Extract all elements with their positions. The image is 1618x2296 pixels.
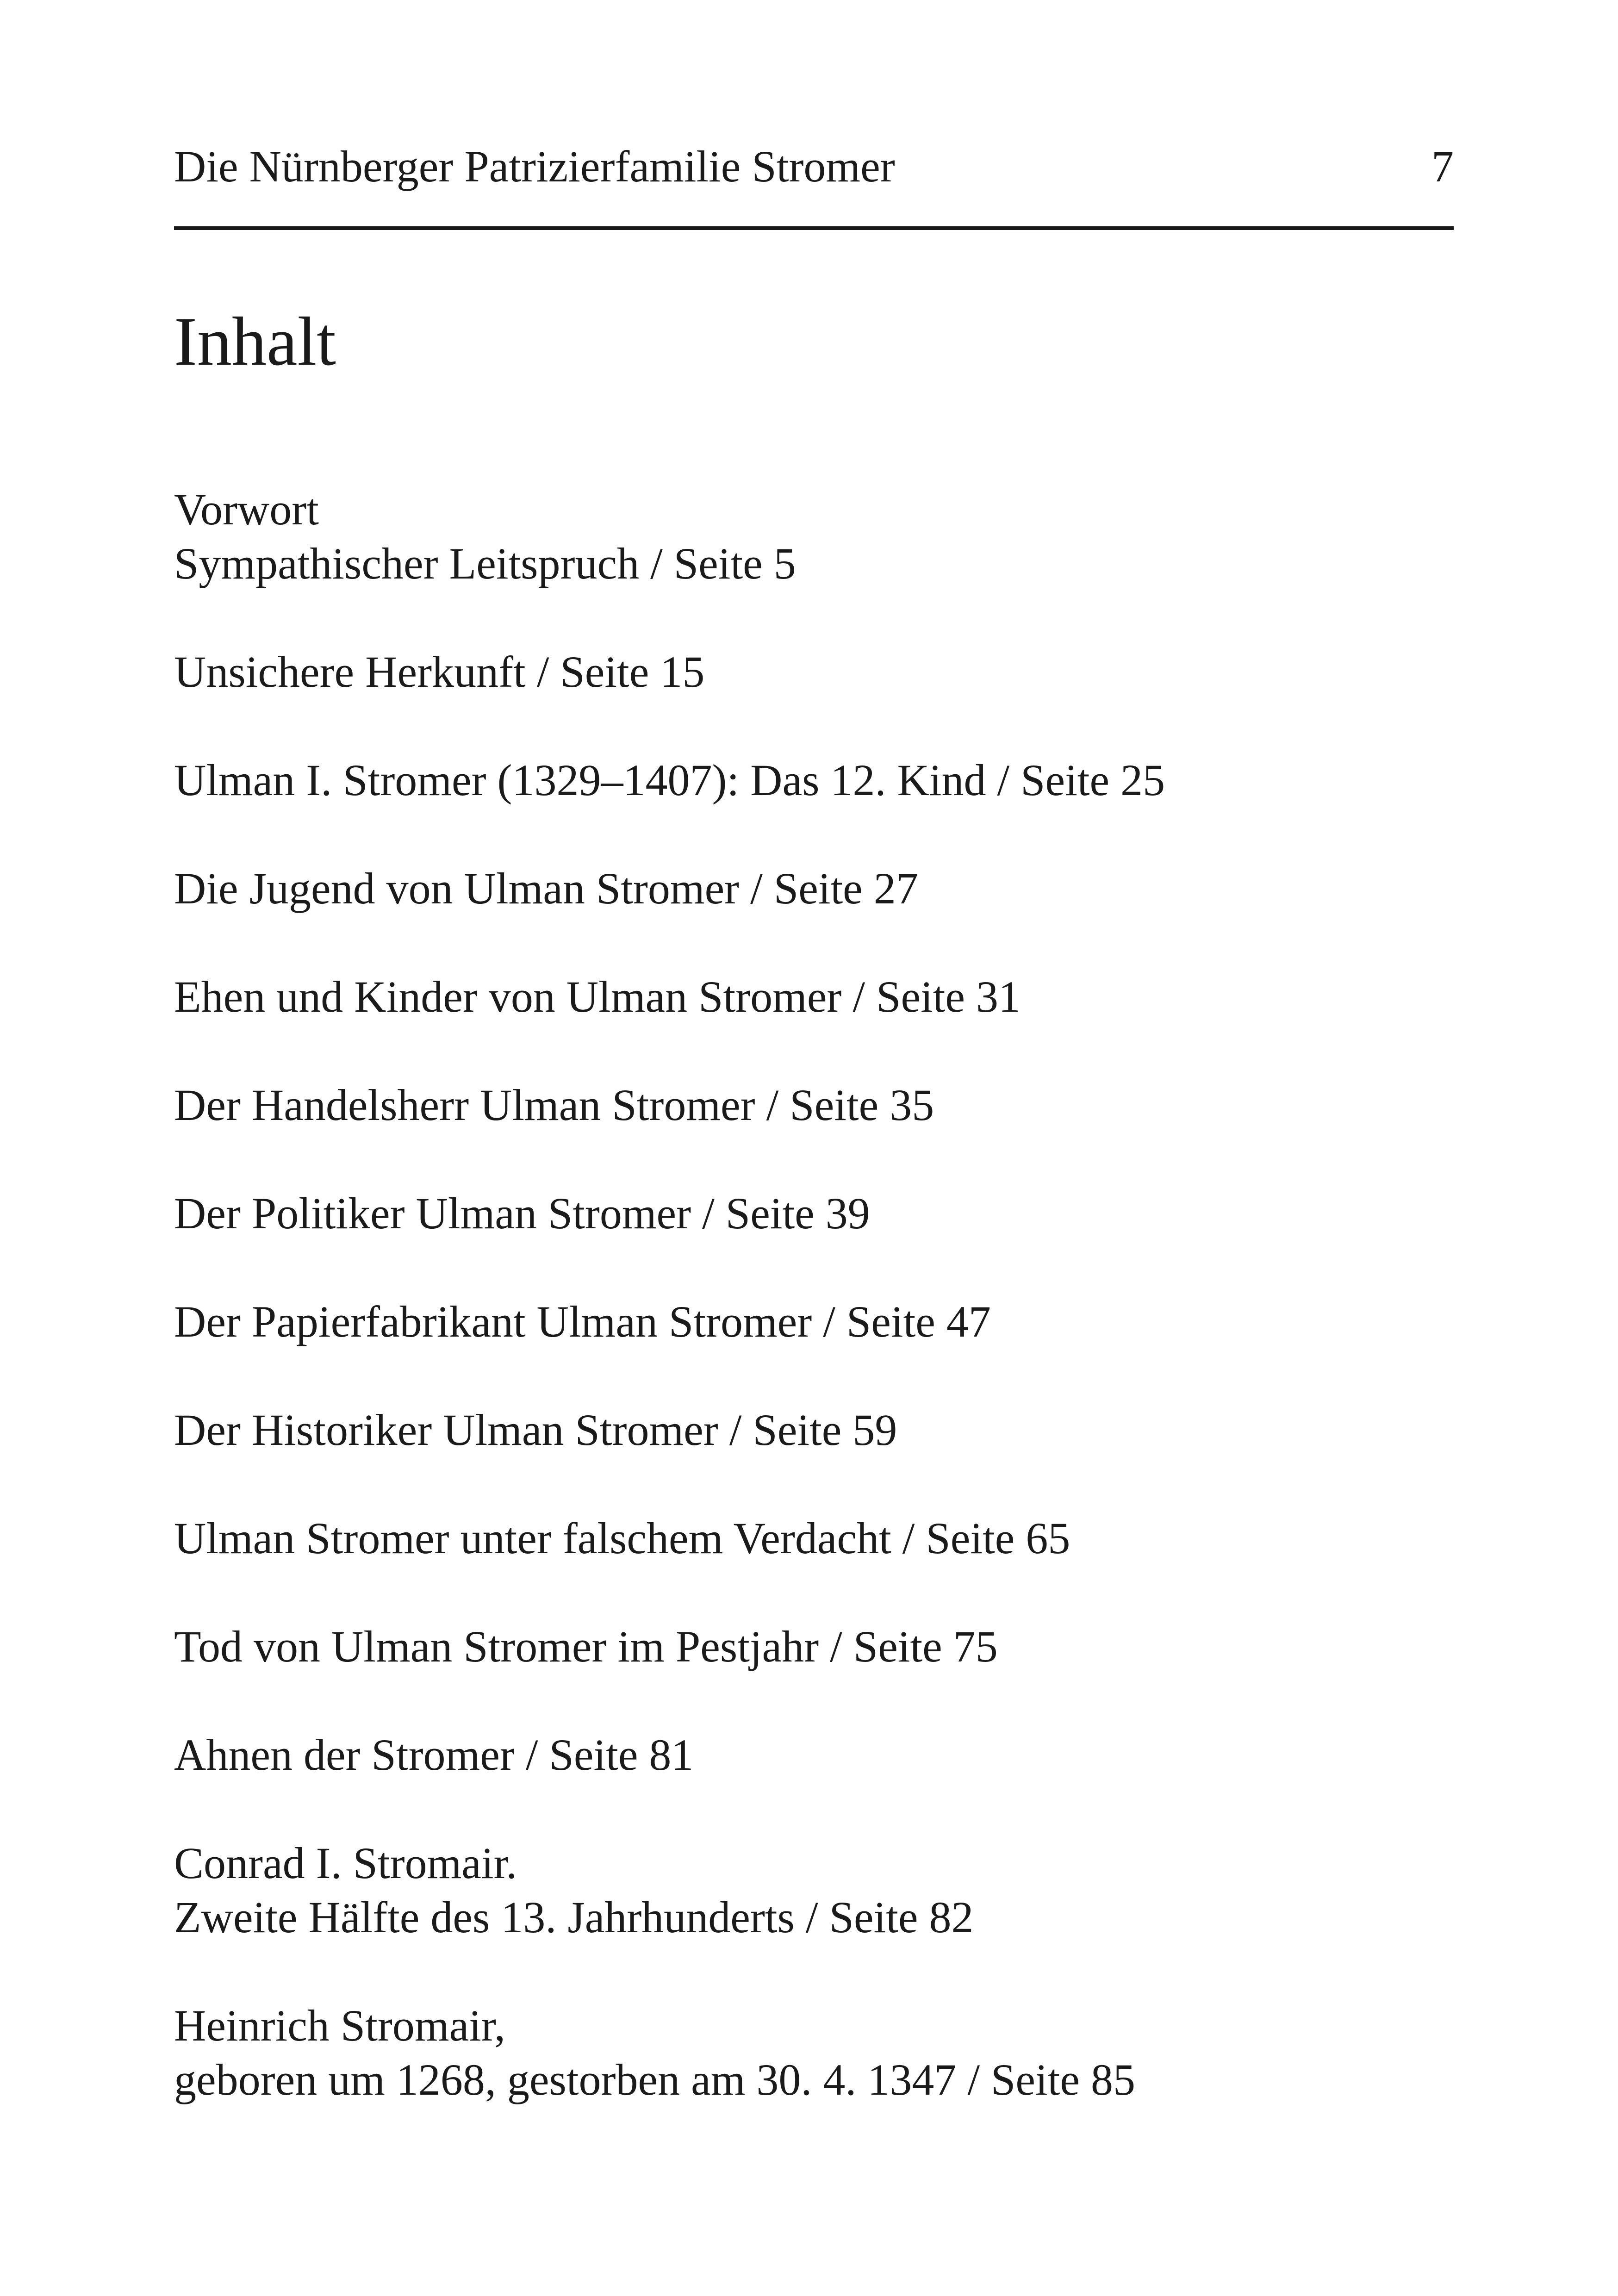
toc-entry-line: Der Papierfabrikant Ulman Stromer / Seite 47 [174,1297,991,1346]
page-number: 7 [1431,142,1454,191]
toc-entry [174,1294,1454,1349]
toc-entry-line: Zweite Hälfte des 13. Jahrhunderts / Seite 82 [174,1892,974,1942]
toc-entry [174,1619,1454,1674]
toc-entry [174,645,1454,699]
table-of-contents [174,482,1454,2161]
toc-entry [174,753,1454,807]
running-head-title: Die Nürnberger Patrizierfamilie Stromer [174,142,895,191]
toc-entry [174,970,1454,1024]
toc-entry [174,482,1454,591]
toc-entry [174,1078,1454,1132]
toc-entry-line: Conrad I. Stromair. [174,1838,517,1888]
toc-entry-line: Ulman I. Stromer (1329–1407): Das 12. Kind / Seite 25 [174,755,1165,805]
running-head [174,139,1454,194]
toc-entry-line: Die Jugend von Ulman Stromer / Seite 27 [174,864,918,913]
toc-entry-line: Der Politiker Ulman Stromer / Seite 39 [174,1188,870,1238]
toc-entry-line: Ahnen der Stromer / Seite 81 [174,1730,694,1780]
toc-entry [174,1511,1454,1565]
toc-entry [174,861,1454,915]
header-rule [174,226,1454,230]
toc-entry [174,1998,1454,2107]
toc-entry-line: Ehen und Kinder von Ulman Stromer / Seite 31 [174,972,1021,1021]
toc-entry [174,1728,1454,1782]
toc-entry-line: Der Historiker Ulman Stromer / Seite 59 [174,1405,897,1455]
toc-heading: Inhalt [174,303,336,380]
toc-entry [174,1836,1454,1944]
toc-entry-line: Heinrich Stromair, [174,2001,505,2050]
toc-entry [174,1186,1454,1240]
toc-entry-line: Vorwort [174,485,319,534]
toc-entry-line: Ulman Stromer unter falschem Verdacht / Seite 65 [174,1513,1070,1563]
toc-entry-line: Der Handelsherr Ulman Stromer / Seite 35 [174,1080,934,1130]
toc-entry [174,1403,1454,1457]
toc-entry-line: geboren um 1268, gestorben am 30. 4. 1347 / Seite 85 [174,2055,1135,2104]
toc-entry-line: Tod von Ulman Stromer im Pestjahr / Seite 75 [174,1622,998,1671]
toc-entry-line: Sympathischer Leitspruch / Seite 5 [174,539,796,588]
toc-entry-line: Unsichere Herkunft / Seite 15 [174,647,705,697]
